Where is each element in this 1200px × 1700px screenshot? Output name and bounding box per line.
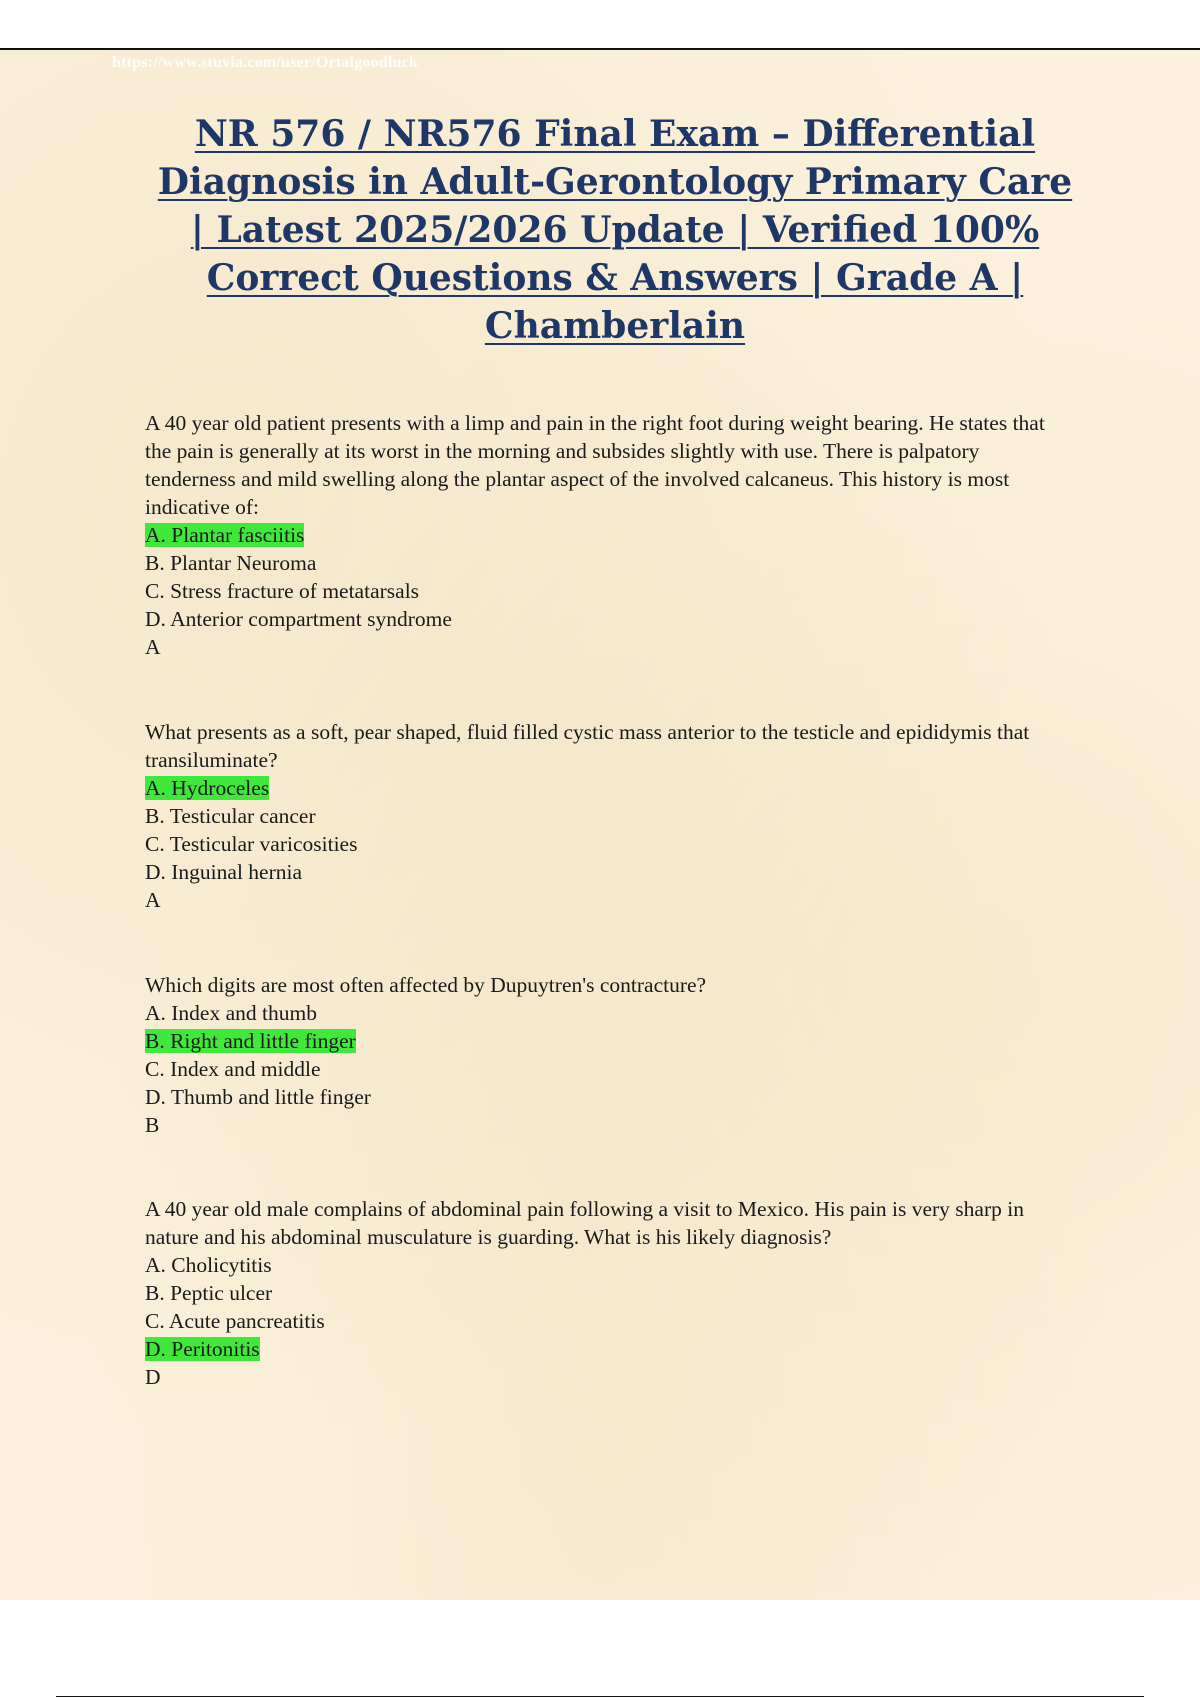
option-a: A. Cholicytitis [145, 1253, 272, 1277]
option-b: B. Plantar Neuroma [145, 551, 317, 575]
highlighted-option: D. Peritonitis [145, 1337, 260, 1361]
question-2 [145, 718, 1075, 914]
watermark-url: https://www.stuvia.com/user/Ortalgoodluck [112, 54, 418, 71]
question-list [145, 409, 1075, 1447]
answer-key: A [145, 635, 161, 659]
question-stem: A 40 year old patient presents with a limp and pain in the right foot during weight bearing. He states that the pain is generally at its worst in the morning and subsides slightly with use. There is palpatory tenderness and mild swelling along the plantar aspect of the involved calcaneus. This history is most indicative of: [145, 411, 1045, 519]
question-4 [145, 1195, 1075, 1391]
option-c: C. Testicular varicosities [145, 832, 358, 856]
option-b: B. Testicular cancer [145, 804, 316, 828]
answer-key: D [145, 1365, 161, 1389]
option-d [145, 1335, 1075, 1363]
option-a [145, 521, 1075, 549]
question-stem: What presents as a soft, pear shaped, fluid filled cystic mass anterior to the testicle and epididymis that transiluminate? [145, 720, 1030, 772]
answer-key: B [145, 1113, 160, 1137]
option-d: D. Inguinal hernia [145, 860, 303, 884]
option-b: B. Peptic ulcer [145, 1281, 273, 1305]
option-d: D. Thumb and little finger [145, 1085, 371, 1109]
answer-key: A [145, 888, 161, 912]
option-c: C. Index and middle [145, 1057, 321, 1081]
bottom-divider [56, 1696, 1144, 1697]
question-stem: Which digits are most often affected by Dupuytren's contracture? [145, 973, 707, 997]
highlighted-option: B. Right and little finger [145, 1029, 356, 1053]
question-1 [145, 409, 1075, 661]
option-a: A. Index and thumb [145, 1001, 317, 1025]
question-3 [145, 971, 1075, 1139]
highlighted-option: A. Hydroceles [145, 776, 270, 800]
option-b [145, 1027, 1075, 1055]
document-title: NR 576 / NR576 Final Exam – Differential Diagnosis in Adult-Gerontology Primary Care | Latest 2025/2026 Update | Verified 100% Correct Questions & Answers | Grade A | Chamberlain [157, 113, 1073, 347]
option-a [145, 774, 1075, 802]
option-d: D. Anterior compartment syndrome [145, 607, 452, 631]
option-c: C. Acute pancreatitis [145, 1309, 325, 1333]
question-stem: A 40 year old male complains of abdominal pain following a visit to Mexico. His pain is very sharp in nature and his abdominal musculature is guarding. What is his likely diagnosis? [145, 1197, 1024, 1249]
option-c: C. Stress fracture of metatarsals [145, 579, 420, 603]
highlighted-option: A. Plantar fasciitis [145, 523, 305, 547]
